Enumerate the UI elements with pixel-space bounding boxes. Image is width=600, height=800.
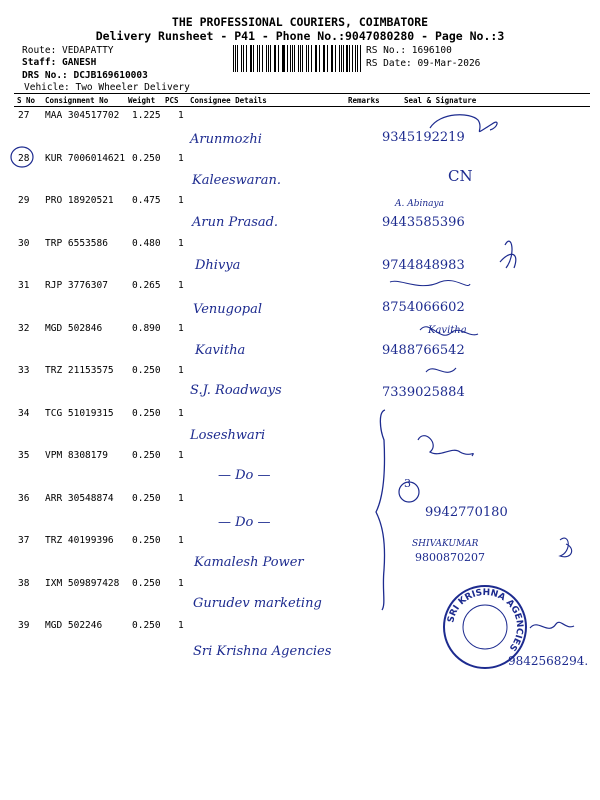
col-sno: S No (17, 96, 36, 105)
row-weight: 0.890 (132, 323, 161, 334)
row-pcs: 1 (178, 365, 184, 376)
consignee-handwritten: Kavitha (195, 343, 246, 358)
header-bottom-rule (14, 106, 590, 107)
barcode-bar (349, 45, 350, 72)
signature-row-37 (560, 538, 572, 557)
barcode-bar (324, 45, 325, 72)
barcode-bar (346, 45, 347, 72)
row-consignment: MGD 502846 (45, 323, 103, 334)
seal-phone-handwritten: 9488766542 (382, 343, 465, 358)
barcode-bar (287, 45, 288, 72)
row-weight: 1.225 (132, 110, 161, 121)
consignee-handwritten: Loseshwari (190, 428, 266, 443)
row-pcs: 1 (178, 493, 184, 504)
company-title: THE PROFESSIONAL COURIERS, COIMBATORE (171, 15, 429, 29)
signature-row-33 (426, 368, 456, 372)
barcode-bar (302, 45, 303, 72)
seal-note-handwritten: A. Abinaya (395, 199, 444, 209)
seal-phone-handwritten: 9942770180 (425, 505, 508, 520)
row-sno: 38 (18, 578, 30, 589)
row-consignment: TRZ 21153575 (45, 365, 114, 376)
consignee-handwritten: Dhivya (195, 258, 241, 273)
barcode-bar (270, 45, 271, 72)
staff-label: Staff: GANESH (22, 57, 97, 68)
seal-note-handwritten: Kavitha (428, 325, 467, 336)
barcode-bar (243, 45, 244, 72)
seal-phone-handwritten: 9842568294. (508, 654, 589, 668)
row-sno: 27 (18, 110, 30, 121)
company-seal-stamp (442, 584, 528, 670)
barcode-bar (241, 45, 242, 72)
route-label: Route: VEDAPATTY (22, 45, 114, 56)
row-consignment: TRP 6553586 (45, 238, 108, 249)
signature-row-39 (530, 622, 574, 628)
seal-phone-handwritten: 8754066602 (382, 300, 465, 315)
signature-row-35 (418, 436, 473, 456)
row-pcs: 1 (178, 408, 184, 419)
row-weight: 0.250 (132, 365, 161, 376)
seal-phone-handwritten: 9345192219 (382, 130, 465, 145)
row-pcs: 1 (178, 578, 184, 589)
seal-phone-handwritten: 9800870207 (415, 551, 485, 564)
seal-phone-handwritten: 7339025884 (382, 385, 465, 400)
row-weight: 0.250 (132, 408, 161, 419)
consignee-handwritten: Gurudev marketing (193, 596, 322, 611)
consignee-handwritten: S.J. Roadways (190, 383, 282, 398)
row-sno: 34 (18, 408, 30, 419)
row-sno: 31 (18, 280, 30, 291)
drs-label: DRS No.: DCJB169610003 (22, 70, 148, 81)
row-sno: 30 (18, 238, 30, 249)
col-remarks: Remarks (348, 96, 380, 105)
row-sno: 29 (18, 195, 30, 206)
seal-note-handwritten: 3 (404, 477, 411, 490)
row-weight: 0.250 (132, 535, 161, 546)
vehicle-label: Vehicle: Two Wheeler Delivery (24, 82, 190, 93)
row-sno: 37 (18, 535, 30, 546)
consignee-handwritten: Kamalesh Power (194, 555, 304, 570)
barcode (233, 45, 363, 72)
barcode-bar (262, 45, 263, 72)
barcode-bar (355, 45, 356, 72)
col-seal: Seal & Signature (404, 96, 477, 105)
stamp-text: SRI KRISHNA AGENCIES (446, 587, 525, 653)
consignee-handwritten: Sri Krishna Agencies (193, 644, 332, 659)
barcode-bar (311, 45, 312, 72)
barcode-bar (275, 45, 276, 72)
row-pcs: 1 (178, 535, 184, 546)
row-weight: 0.265 (132, 280, 161, 291)
signature-row-27 (430, 115, 497, 132)
col-consignment: Consignment No (45, 96, 109, 105)
row-sno: 36 (18, 493, 30, 504)
header-top-rule (14, 93, 590, 94)
row-consignment: MGD 502246 (45, 620, 103, 631)
seal-phone-handwritten: 9744848983 (382, 258, 465, 273)
row-pcs: 1 (178, 110, 184, 121)
col-consignee: Consignee Details (190, 96, 267, 105)
runsheet-subtitle: Delivery Runsheet - P41 - Phone No.:9047080280 - Page No.:3 (95, 29, 505, 43)
barcode-bar (233, 45, 234, 72)
row-pcs: 1 (178, 238, 184, 249)
row-consignment: IXM 509897428 (45, 578, 120, 589)
row-sno: 33 (18, 365, 30, 376)
row-consignment: TCG 51019315 (45, 408, 114, 419)
consignee-handwritten: Arunmozhi (190, 132, 262, 147)
seal-phone-handwritten: CN (448, 167, 473, 185)
row-weight: 0.250 (132, 620, 161, 631)
seal-note-handwritten: SHIVAKUMAR (412, 539, 479, 549)
row-sno: 32 (18, 323, 30, 334)
row-consignment: PRO 18920521 (45, 195, 114, 206)
seal-phone-handwritten: 9443585396 (382, 215, 465, 230)
barcode-bar (253, 45, 254, 72)
barcode-bar (332, 45, 333, 72)
consignee-handwritten: Venugopal (193, 302, 263, 317)
barcode-bar (257, 45, 258, 72)
row-pcs: 1 (178, 195, 184, 206)
consignee-handwritten: Kaleeswaran. (192, 173, 282, 188)
row-weight: 0.250 (132, 493, 161, 504)
consignee-handwritten: Arun Prasad. (192, 215, 279, 230)
rs-number: RS No.: 1696100 (366, 45, 452, 56)
col-weight: Weight (128, 96, 156, 105)
signature-row-30 (500, 241, 516, 268)
row-pcs: 1 (178, 450, 184, 461)
row-pcs: 1 (178, 280, 184, 291)
row-consignment: TRZ 40199396 (45, 535, 114, 546)
row-weight: 0.475 (132, 195, 161, 206)
row-consignment: ARR 30548874 (45, 493, 114, 504)
row-consignment: KUR 7006014621 (45, 153, 126, 164)
signature-row-31 (390, 280, 470, 285)
row-pcs: 1 (178, 323, 184, 334)
row-consignment: VPM 8308179 (45, 450, 108, 461)
col-pcs: PCS (165, 96, 179, 105)
barcode-bar (283, 45, 284, 72)
barcode-bar (319, 45, 320, 72)
brace-rows-34-38 (376, 410, 385, 610)
row-sno: 28 (18, 153, 30, 164)
barcode-bar (294, 45, 295, 72)
row-consignment: MAA 304517702 (45, 110, 120, 121)
rs-date: RS Date: 09-Mar-2026 (366, 58, 481, 69)
row-sno: 35 (18, 450, 30, 461)
row-weight: 0.480 (132, 238, 161, 249)
row-pcs: 1 (178, 620, 184, 631)
consignee-handwritten: — Do — (218, 468, 271, 483)
barcode-bar (335, 45, 336, 72)
row-weight: 0.250 (132, 578, 161, 589)
row-weight: 0.250 (132, 153, 161, 164)
barcode-bar (306, 45, 307, 72)
consignee-handwritten: — Do — (218, 515, 271, 530)
row-weight: 0.250 (132, 450, 161, 461)
row-pcs: 1 (178, 153, 184, 164)
row-sno: 39 (18, 620, 30, 631)
row-consignment: RJP 3776307 (45, 280, 108, 291)
